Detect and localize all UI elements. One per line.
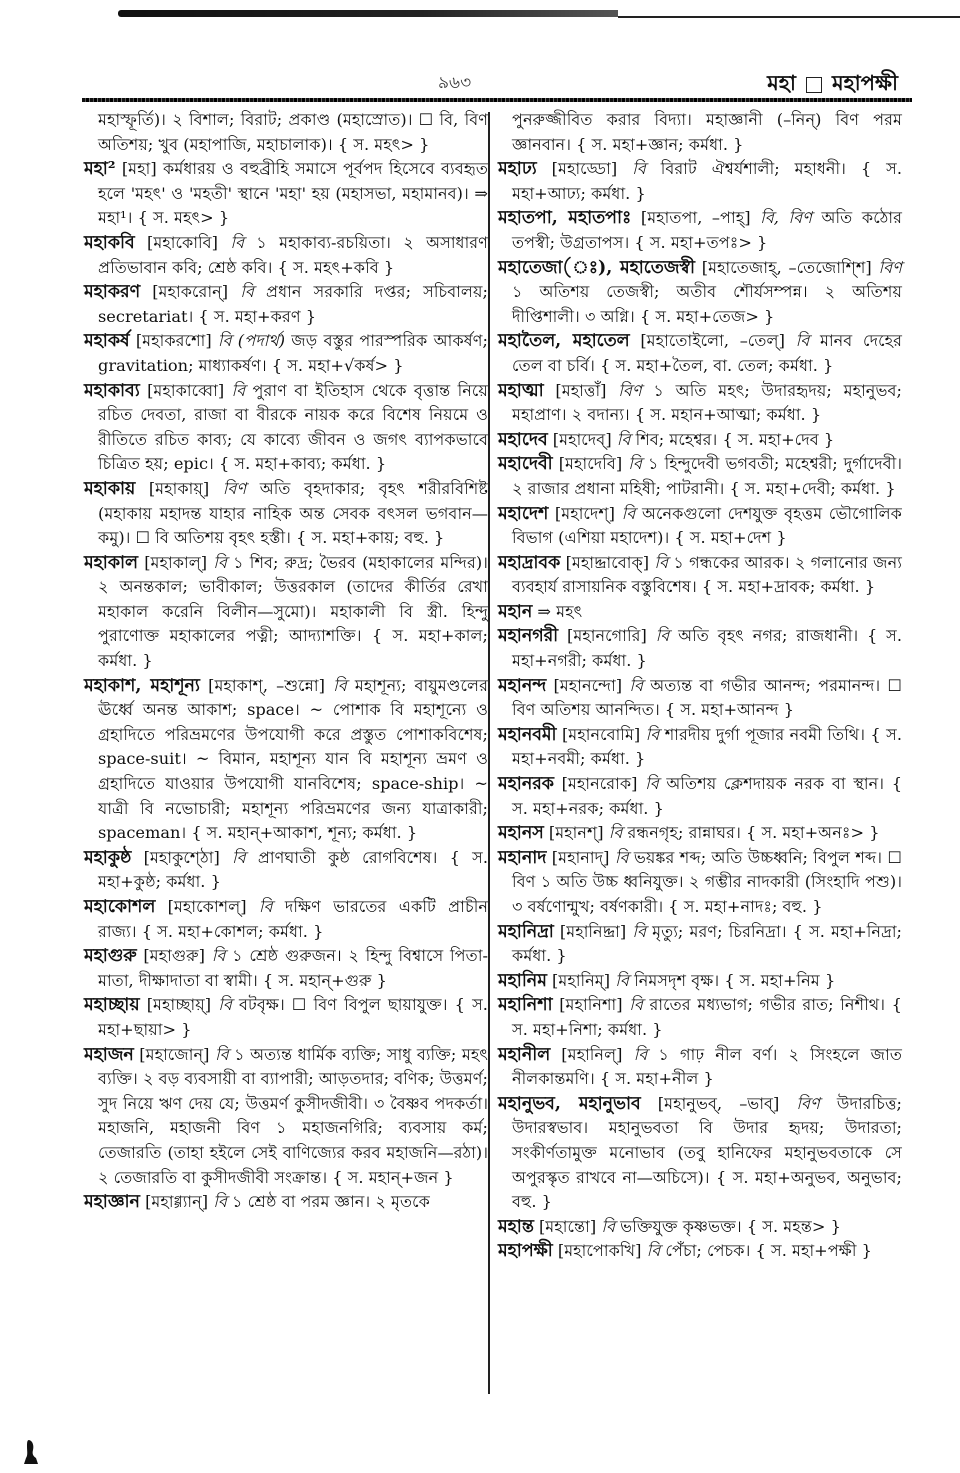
pronunciation: [মহাকায়্] — [148, 478, 210, 498]
pronunciation: [মহানরোক] — [561, 774, 638, 794]
headword: মহানাদ — [498, 847, 547, 868]
dictionary-entry — [498, 428, 902, 453]
pronunciation: [মহাগুরু] — [143, 946, 205, 966]
definition-text: ১ মহাকাব্য-রচয়িতা। ২ অসাধারণ প্রতিভাবান কবি; শ্রেষ্ঠ কবি। { স. মহৎ+কবি } — [98, 232, 488, 277]
square-icon — [806, 77, 822, 93]
dictionary-entry — [84, 895, 488, 944]
headword: মহাকাশ, মহাশূন্য — [84, 675, 200, 696]
dictionary-entry — [84, 231, 488, 280]
definition-text: অনেকগুলো দেশযুক্ত বৃহত্তম ভৌগোলিক বিভাগ (এশিয়া মহাদেশ)। { স. মহা+দেশ } — [512, 503, 902, 548]
running-head-first: মহা — [767, 70, 796, 95]
part-of-speech: বি — [795, 331, 810, 351]
headword: মহানুভব, মহানুভাব — [498, 1093, 641, 1114]
part-of-speech: বি — [645, 774, 659, 794]
headword: মহাচ্ছায় — [84, 995, 140, 1016]
definition-text: অত্যন্ত বা গভীর আনন্দ; পরমানন্দ। ☐ বিণ অতিশয় আনন্দিত। { স. মহা+আনন্দ } — [512, 675, 902, 720]
headword: মহাকায় — [84, 478, 136, 499]
dictionary-entry — [498, 329, 902, 378]
part-of-speech: বি — [213, 552, 227, 572]
dictionary-entry — [84, 329, 488, 378]
dictionary-entry — [498, 674, 902, 723]
dictionary-entry — [498, 920, 902, 969]
part-of-speech: বি — [614, 847, 629, 867]
pronunciation: [মহাকোবি] — [147, 232, 218, 252]
definition-text: অতি বৃহৎ নগর; রাজধানী। { স. মহা+নগরী; কর্মধা. } — [512, 626, 902, 671]
part-of-speech: বি — [655, 626, 670, 646]
headword: মহাদেশ — [498, 503, 549, 524]
scan-edge-artifact — [118, 8, 960, 18]
part-of-speech: বি — [628, 454, 642, 474]
definition-text: অতিশয় ক্লেশদায়ক নরক বা স্থান। { স. মহা+নরক; কর্মধা. } — [512, 774, 902, 818]
pronunciation: [মহানিশা] — [559, 995, 623, 1015]
part-of-speech: বি — [231, 847, 246, 867]
headword: মহানীল — [498, 1044, 551, 1065]
definition-text: নিমসদৃশ বৃক্ষ। { স. মহা+নিম } — [634, 970, 836, 990]
pronunciation: [মহানিল্] — [561, 1044, 623, 1064]
dictionary-entry — [498, 846, 902, 920]
headword: মহানরক — [498, 774, 554, 795]
column-divider — [488, 112, 490, 1394]
running-head — [767, 67, 898, 102]
dictionary-entry — [84, 280, 488, 329]
entry-continuation — [84, 108, 488, 157]
part-of-speech: বি (পদার্থ) — [217, 331, 286, 351]
definition-text: মহাশূন্য; বায়ুমণ্ডলের ঊর্ধ্বে অনন্ত আকাশ; space। ~ পোশাক বি মহাশূন্যে ও গ্রহাদিতে পরিভ্রমণের উপযোগী করে প্রস্তুত পোশাকবিশেষ; space-suit। ~ বিমান, মহাশূন্য যান বি মহাশূন্য ভ্রমণ ও গ্রহাদিতে যাওয়ার উপযোগী যানবিশেষ; space-ship। ~ যাত্রী বি নভোচারী; মহাশূন্য পরিভ্রমণের জন্য যাত্রাকারী; spaceman। { স. মহান্+আকাশ, শূন্য; কর্মধা. } — [98, 675, 488, 843]
headword: মহাগুরু — [84, 946, 137, 967]
part-of-speech: বি — [601, 1216, 615, 1236]
part-of-speech: বি, বিণ — [760, 208, 812, 228]
dictionary-entry — [498, 969, 902, 994]
headword: মহানিদ্রা — [498, 921, 554, 942]
dictionary-entry — [498, 993, 902, 1042]
dictionary-entry — [498, 502, 902, 551]
part-of-speech: বিণ — [222, 478, 247, 498]
pronunciation: [মহানুভব্, –ভাব্] — [657, 1093, 780, 1113]
pronunciation: [মহানিম্] — [552, 970, 611, 990]
part-of-speech: বি — [621, 503, 636, 523]
definition-text: মৃত্যু; মরণ; চিরনিদ্রা। { স. মহা+নিদ্রা; কর্মধা. } — [512, 921, 902, 966]
headword: মহাকাব্য — [84, 380, 140, 401]
definition-text: ১ গন্ধকের আরক। ২ গলানোর জন্য ব্যবহার্য রাসায়নিক বস্তুবিশেষ। { স. মহা+দ্রাবক; কর্মধা. } — [512, 552, 902, 597]
pronunciation: [মহাতপা, –পাহ্] — [640, 208, 751, 228]
definition-text: পেঁচা; পেচক। { স. মহা+পক্ষী } — [665, 1241, 872, 1261]
pronunciation: [মহাতোইলো, –তেল্] — [640, 331, 785, 351]
headword: মহাকোশল — [84, 897, 156, 917]
pronunciation: [মহাচ্ছায়্] — [146, 995, 212, 1015]
pronunciation: [মহাজোন্] — [139, 1044, 210, 1064]
definition-text: অতি বৃহদাকার; বৃহৎ শরীরবিশিষ্ট (মহাকায় মহাদন্ত যাহার নাহিক অন্ত সেবক বৎসল ভগবান—কমু)। ☐ বি অতিশয় বৃহৎ হস্তী। { স. মহা+কায়; বহু. } — [98, 478, 488, 548]
definition-text: ১ অতি মহৎ; উদারহৃদয়; মহানুভব; মহাপ্রাণ। ২ বদান্য। { স. মহান+আত্মা; কর্মধা. } — [512, 380, 902, 425]
part-of-speech: বি — [608, 823, 623, 843]
headword: মহান্ত — [498, 1216, 534, 1237]
definition-text: প্রধান সরকারি দপ্তর; সচিবালয়; secretariat। { স. মহা+করণ } — [98, 282, 488, 326]
headword: মহাদেবী — [498, 454, 553, 475]
definition-text: ১ শ্রেষ্ঠ গুরুজন। ২ হিন্দু বিশ্বাসে পিতা-মাতা, দীক্ষাদাতা বা স্বামী। { স. মহান্+গুরু } — [98, 946, 488, 990]
definition-text: জড় বস্তুর পারস্পরিক আকর্ষণ; gravitation; মাধ্যাকর্ষণ। { স. মহা+√কর্ষ> } — [98, 331, 488, 375]
dictionary-entry — [84, 551, 488, 674]
part-of-speech: বি — [629, 675, 644, 695]
page-number: ৯৬৩ — [438, 73, 472, 93]
headword: মহাঢ্য — [498, 159, 537, 180]
headword: মহানবমী — [498, 724, 557, 745]
definition-text: ১ হিন্দুদেবী ভগবতী; মহেশ্বরী; দুর্গাদেবী। ২ রাজার প্রধানা মহিষী; পাটরানী। { স. মহা+দেবী; কর্মধা. } — [512, 454, 902, 498]
headword: মহাত্মা — [498, 380, 544, 401]
part-of-speech: বি — [632, 921, 646, 941]
part-of-speech: বি — [213, 1192, 227, 1212]
part-of-speech: বি — [615, 970, 629, 990]
definition-text: ১ শিব; রুদ্র; ভৈরব (মহাকালের মন্দির)। ২ অনন্তকাল; ভাবীকাল; উত্তরকাল (তাদের কীর্তির রেখা মহাকাল করেনি বিলীন—সুমো)। মহাকালী বি স্ত্রী. হিন্দু পুরাণোক্ত মহাকালের পত্নী; আদ্যাশক্তি। { স. মহা+কাল; কর্মধা. } — [98, 552, 488, 671]
headword: মহাদ্রাবক — [498, 552, 561, 573]
pronunciation: [মহাগ্গ্যান্] — [145, 1192, 209, 1212]
definition-text: ভয়ঙ্কর শব্দ; অতি উচ্চধ্বনি; বিপুল শব্দ। ☐ বিণ ১ অতি উচ্চ ধ্বনিযুক্ত। ২ গম্ভীর নাদকারী (সিংহাদি পশু)। ৩ বর্ষণোন্মুখ; বর্ষণকারী। { স. মহা+নাদঃ; বহু. } — [512, 847, 902, 916]
dictionary-entry — [498, 157, 902, 206]
pronunciation: [মহাকাল্] — [144, 552, 208, 572]
part-of-speech: বি — [654, 552, 669, 572]
headword: মহানন্দ — [498, 675, 547, 696]
part-of-speech: বি — [333, 675, 347, 695]
headword: মহাতৈল, মহাতেল — [498, 331, 630, 352]
part-of-speech: বি — [218, 995, 232, 1015]
definition-text: বিরাট ঐশ্বর্যশালী; মহাধনী। { স. মহা+আঢ্য; কর্মধা. } — [512, 159, 902, 203]
dictionary-entry — [498, 551, 902, 600]
headword: মহাজ্ঞান — [84, 1192, 140, 1213]
headword: মহানস — [498, 823, 544, 844]
part-of-speech: বি — [632, 159, 646, 179]
part-of-speech: বি — [633, 1044, 648, 1064]
dictionary-entry — [498, 772, 902, 821]
part-of-speech: বিণ — [796, 1093, 820, 1113]
dictionary-entry — [498, 821, 902, 846]
definition-text: শারদীয় দুর্গা পূজার নবমী তিথি। { স. মহা+নবমী; কর্মধা. } — [512, 724, 902, 769]
pronunciation: [মহানিদ্দ্রা] — [559, 921, 627, 941]
dictionary-entry — [498, 1092, 902, 1215]
right-column — [498, 108, 902, 1264]
definition-text: রাতের মধ্যভাগ; গভীর রাত; নিশীথ। { স. মহা+নিশা; কর্মধা. } — [512, 995, 902, 1039]
part-of-speech: বি — [258, 897, 273, 916]
headword: মহাজন — [84, 1044, 134, 1065]
headword: মহাদেব — [498, 429, 548, 450]
headword: মহাকবি — [84, 232, 135, 253]
definition-text: প্রাণঘাতী কুষ্ঠ রোগবিশেষ। { স. মহা+কুষ্ঠ; কর্মধা. } — [98, 847, 488, 892]
pronunciation: [মহাত্তাঁ] — [555, 380, 607, 400]
definition-text: কর্মধারয় ও বহুব্রীহি সমাসে পূর্বপদ হিসেবে ব্যবহৃত হলে 'মহৎ' ও 'মহতী' স্থানে 'মহা' হয় (মহাসভা, মহামানব)। ⇒ মহা¹। { স. মহৎ> } — [98, 159, 489, 228]
dictionary-entry — [498, 379, 902, 428]
definition-text: মানব দেহের তেল বা চর্বি। { স. মহা+তৈল, বা. তেল; কর্মধা. } — [512, 331, 902, 375]
definition-text: ১ অতিশয় তেজস্বী; অতীব শৌর্যসম্পন্ন। ২ অতিশয় দীপ্তিশালী। ৩ অগ্নি। { স. মহা+তেজ> } — [512, 282, 902, 326]
dictionary-entry — [498, 452, 902, 501]
pronunciation: [মহাকুশ্ঠো] — [143, 847, 220, 867]
part-of-speech: বি — [240, 282, 254, 302]
scan-corner-mark — [24, 1440, 38, 1464]
pronunciation: [মহাপোকখি] — [557, 1241, 642, 1261]
pronunciation: [মহাদ্দ্রাবোক্] — [565, 552, 650, 572]
headword: মহাকরণ — [84, 282, 141, 303]
pronunciation: [মহাকরশো] — [135, 331, 212, 351]
definition-text: বটবৃক্ষ। ☐ বিণ বিপুল ছায়াযুক্ত। { স. মহা+ছায়া> } — [98, 995, 488, 1039]
definition-text: উদারচিত্ত; উদারস্বভাব। মহানুভবতা বি উদার হৃদয়; উদারতা; সংকীর্ণতামুক্ত মনোভাব (তবু হানিফের মহানুভবতাকে সে অপুরস্কৃত রাখবে না—অচিসে)। { স. মহা+অনুভব, অনুভাব; বহু. } — [512, 1093, 902, 1212]
pronunciation: [মহানগোরি] — [567, 626, 647, 646]
part-of-speech: বি — [214, 1044, 229, 1064]
pronunciation: [মহাকাব্বো] — [147, 380, 225, 400]
definition-text: ১ অত্যন্ত ধার্মিক ব্যক্তি; সাধু ব্যক্তি; মহৎ ব্যক্তি। ২ বড় ব্যবসায়ী বা ব্যাপারী; আড়তদার; বণিক; উত্তমর্ণ; সুদ নিয়ে ঋণ দেয় যে; উত্তমর্ণ কুসীদজীবী। ৩ বৈষ্ণব পদকর্তা। মহাজনি, মহাজনী বিণ ১ মহাজনগিরি; ব্যবসায় কর্ম; তেজারতি (তাহা হইলে সেই বাণিজ্যের করব মহাজনি—রঠা)। ২ তেজারতি বা কুসীদজীবী সংক্রান্ত। { স. মহান্+জন } — [98, 1044, 489, 1187]
pronunciation: [মহানাদ্] — [551, 847, 610, 867]
definition-text: ১ শ্রেষ্ঠ বা পরম জ্ঞান। ২ মৃতকে — [232, 1192, 430, 1212]
pronunciation: [মহা] — [121, 159, 157, 179]
definition-text: ⇒ মহৎ — [537, 601, 583, 621]
headword: মহানগরী — [498, 626, 559, 647]
dictionary-entry — [498, 256, 902, 330]
pronunciation: [মহাদেবি] — [558, 454, 623, 474]
definition-text: অতি কঠোর তপস্বী; উগ্রতাপস। { স. মহা+তপঃ> } — [512, 208, 902, 252]
dictionary-entry — [498, 1215, 902, 1240]
running-head-last: মহাপক্ষী — [831, 70, 898, 95]
headword: মহাতপা, মহাতপাঃ — [498, 208, 632, 229]
pronunciation: [মহাড্ডো] — [551, 159, 618, 179]
dictionary-entry — [498, 723, 902, 772]
dictionary-entry — [84, 477, 488, 551]
dictionary-entry — [498, 206, 902, 255]
part-of-speech: বি — [645, 724, 660, 744]
dictionary-entry — [84, 674, 488, 846]
dictionary-entry — [498, 600, 902, 625]
pronunciation: [মহাদেশ্] — [554, 503, 615, 523]
definition-text: দক্ষিণ ভারতের একটি প্রাচীন রাজ্য। { স. মহা+কোশল; কর্মধা. } — [98, 897, 488, 941]
part-of-speech: বি — [211, 946, 226, 966]
dictionary-entry — [84, 846, 488, 895]
dictionary-entry — [84, 157, 488, 231]
definition-text: মহাস্ফূর্তি)। ২ বিশাল; বিরাট; প্রকাণ্ড (মহাস্রোত)। ☐ বি, বিণ অতিশয়; খুব (মহাপাজি, মহাচালাক)। { স. মহৎ> } — [98, 110, 488, 154]
entry-continuation — [498, 108, 902, 157]
part-of-speech: বি — [646, 1241, 661, 1261]
pronunciation: [মহাকাশ্, –শুন্নো] — [208, 675, 325, 695]
dictionary-entry — [84, 379, 488, 477]
pronunciation: [মহান্তো] — [538, 1216, 597, 1236]
headword: মহানিশা — [498, 995, 553, 1016]
part-of-speech: বি — [230, 232, 244, 252]
dictionary-entry — [498, 624, 902, 673]
pronunciation: [মহাদেব্] — [552, 429, 612, 449]
part-of-speech: বি — [629, 995, 643, 1015]
dictionary-entry — [84, 993, 488, 1042]
part-of-speech: বিণ — [618, 380, 642, 400]
part-of-speech: বি — [231, 380, 246, 400]
definition-text: রন্ধনগৃহ; রান্নাঘর। { স. মহা+অনঃ> } — [627, 823, 880, 843]
headword: মহাতেজা(ঃ), মহাতেজস্বী — [498, 257, 695, 278]
headword: মহাপক্ষী — [498, 1241, 553, 1262]
headword: মহানিম — [498, 970, 547, 991]
part-of-speech: বিণ — [878, 257, 902, 277]
part-of-speech: বি — [616, 429, 631, 449]
headword: মহাকাল — [84, 552, 139, 573]
pronunciation: [মহানবোমি] — [561, 724, 641, 744]
headword: মহান — [498, 601, 533, 622]
dictionary-entry — [84, 1043, 488, 1191]
header-rule — [82, 98, 912, 102]
pronunciation: [মহাতেজাহ্, –তেজোশ্শি] — [701, 257, 872, 277]
dictionary-entry — [498, 1043, 902, 1092]
dictionary-entry — [498, 1239, 902, 1264]
left-column — [84, 108, 488, 1215]
definition-text: পুরাণ বা ইতিহাস থেকে বৃত্তান্ত নিয়ে রচিত দেবতা, রাজা বা বীরকে নায়ক করে বিশেষ নিয়মে ও রীতিতে রচিত কাব্য; যে কাব্যে জীবন ও জগৎ ব্যাপকভাবে চিত্রিত হয়; epic। { স. মহা+কাব্য; কর্মধা. } — [98, 380, 488, 474]
definition-text: পুনরুজ্জীবিত করার বিদ্যা। মহাজ্ঞানী (–নিন্) বিণ পরম জ্ঞানবান। { স. মহা+জ্ঞান; কর্মধা. } — [512, 110, 902, 154]
pronunciation: [মহাকোশল্] — [167, 897, 247, 916]
dictionary-entry — [84, 944, 488, 993]
pronunciation: [মহাকরোন্] — [152, 282, 229, 302]
pronunciation: [মহানশ্] — [548, 823, 604, 843]
definition-text: শিব; মহেশ্বর। { স. মহা+দেব } — [635, 429, 835, 449]
headword: মহাকুষ্ঠ — [84, 847, 132, 868]
dictionary-entry — [84, 1190, 488, 1215]
definition-text: ১ গাঢ় নীল বর্ণ। ২ সিংহলে জাত নীলকান্তমণি। { স. মহা+নীল } — [512, 1044, 902, 1089]
pronunciation: [মহানন্দো] — [553, 675, 623, 695]
headword: মহাকর্ষ — [84, 331, 130, 352]
definition-text: ভক্তিযুক্ত কৃষ্ণভক্ত। { স. মহন্ত> } — [620, 1216, 841, 1236]
headword: মহা² — [84, 159, 116, 180]
